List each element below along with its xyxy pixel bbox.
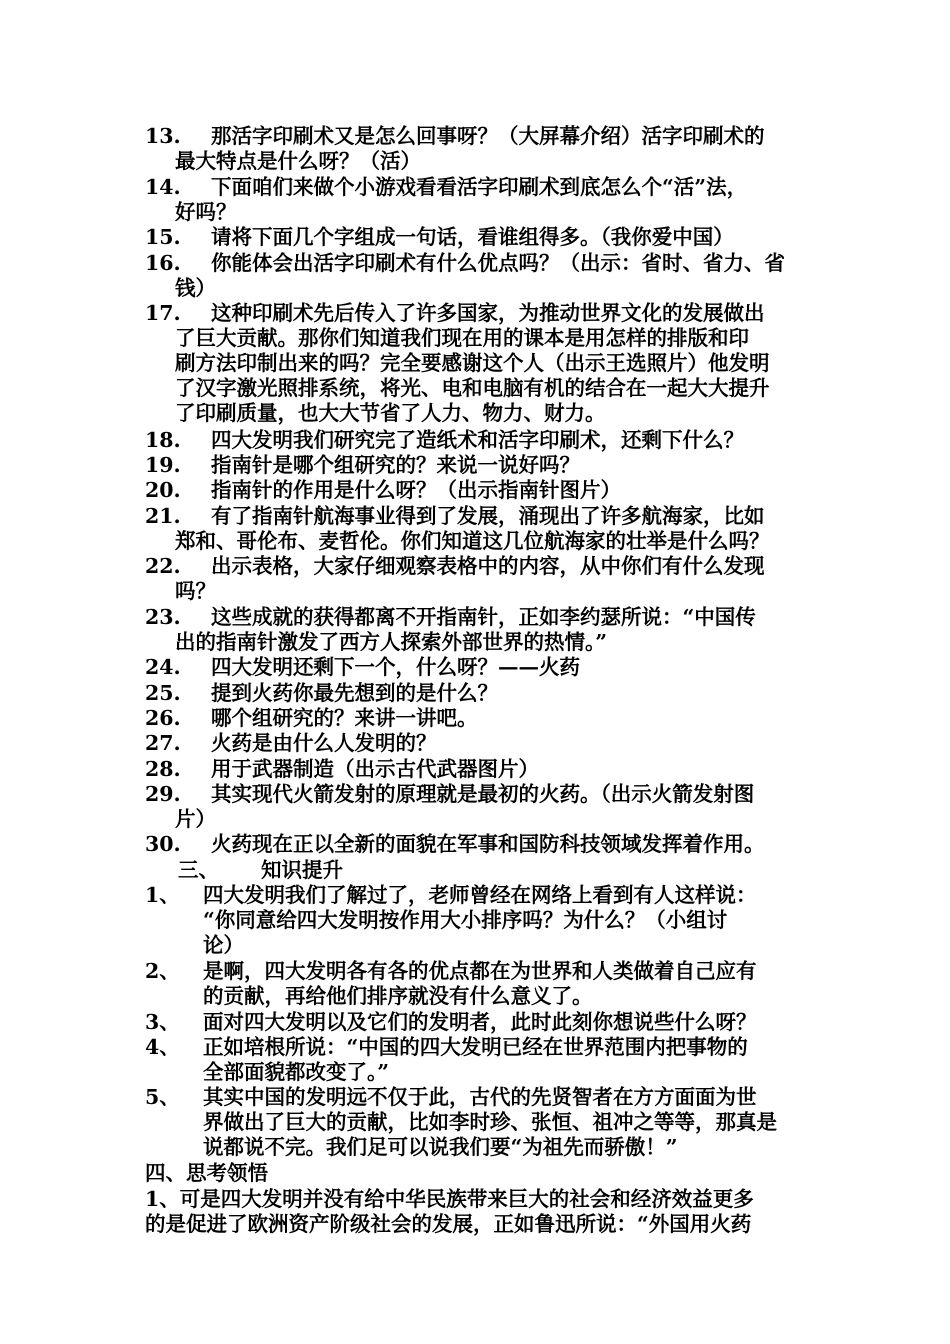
list-item (145, 301, 810, 426)
list-item-number: 2、 (145, 958, 180, 983)
list-item-line: 下面咱们来做个小游戏看看活字印刷术到底怎么个“活”法， (211, 174, 748, 199)
list-item (145, 605, 810, 655)
list-item-line: 刷方法印制出来的吗？完全要感谢这个人（出示王选照片）他发明 (175, 351, 770, 376)
list-item-line: 这种印刷术先后传入了许多国家，为推动世界文化的发展做出 (211, 301, 765, 326)
list-item-line: 说都说不完。我们足可以说我们要“为祖先而骄傲！” (203, 1135, 678, 1160)
list-item (145, 1085, 810, 1160)
list-item-number: 19. (145, 452, 181, 477)
list-item-line: 四大发明还剩下一个，什么呀？——火药 (211, 655, 580, 680)
list-item (145, 782, 810, 832)
list-item (145, 681, 810, 706)
list-item-line: 面对四大发明以及它们的发明者，此时此刻你想说些什么呀？ (203, 1009, 757, 1034)
list-item-line: 最大特点是什么呀？（活） (175, 149, 421, 173)
list-item-number: 23. (145, 604, 181, 629)
list-item-number: 1、 (145, 883, 180, 907)
list-item-line: 了巨大贡献。那你们知道我们现在用的课本是用怎样的排版和印 (175, 326, 749, 351)
list-item-number: 5、 (145, 1085, 180, 1110)
list-item (145, 1010, 810, 1035)
list-item-line: 出的指南针激发了西方人探索外部世界的热情。” (175, 629, 608, 654)
list-item-number: 3、 (145, 1009, 180, 1034)
list-item-number: 17. (145, 301, 181, 326)
list-item-line: 全部面貌都改变了。” (203, 1059, 390, 1084)
list-item-number: 29. (145, 781, 181, 806)
section-title: 知识提升 (261, 857, 343, 882)
list-item (145, 251, 810, 301)
list-item-line: 你能体会出活字印刷术有什么优点吗？（出示：省时、省力、省 (211, 250, 785, 275)
list-item (145, 124, 810, 174)
list-item-number: 16. (145, 250, 181, 275)
list-item (145, 731, 810, 756)
list-item-number: 26. (145, 705, 181, 730)
list-item-line: 四大发明我们了解过了，老师曾经在网络上看到有人这样说： (203, 883, 757, 907)
list-item-line: 提到火药你最先想到的是什么？ (211, 680, 498, 705)
list-item-line: 了汉字激光照排系统，将光、电和电脑有机的结合在一起大大提升 (175, 376, 770, 401)
list-item (145, 706, 810, 731)
section-number: 三、 (178, 857, 219, 882)
list-item-line: 指南针的作用是什么呀？（出示指南针图片） (211, 478, 621, 503)
list-item-line: 吗？ (175, 579, 216, 604)
list-item-line: 出示表格，大家仔细观察表格中的内容，从中你们有什么发现 (211, 554, 765, 579)
section-heading: 四、思考领悟 (145, 1161, 268, 1186)
list-item-line: 四大发明我们研究完了造纸术和活字印刷术，还剩下什么？ (211, 427, 744, 452)
list-item-line: 郑和、哥伦布、麦哲伦。你们知道这几位航海家的壮举是什么吗？ (175, 528, 770, 553)
list-item-number: 20. (145, 478, 181, 503)
list-item-number: 30. (145, 832, 181, 857)
list-item-number: 14. (145, 174, 181, 199)
list-item-number: 4、 (145, 1034, 180, 1059)
list-item-number: 25. (145, 680, 181, 705)
paragraph-line: 1、可是四大发明并没有给中华民族带来巨大的社会和经济效益更多 (145, 1186, 754, 1211)
list-item-line: 界做出了巨大的贡献，比如李时珍、张恒、祖冲之等等，那真是 (203, 1110, 777, 1135)
list-item-number: 18. (145, 427, 181, 452)
list-item (145, 504, 810, 554)
list-item-line: 哪个组研究的？来讲一讲吧。 (211, 705, 478, 730)
list-item-line: 那活字印刷术又是怎么回事呀？（大屏幕介绍）活字印刷术的 (211, 124, 765, 148)
list-item-line: 指南针是哪个组研究的？来说一说好吗？ (211, 452, 580, 477)
list-item (145, 883, 810, 958)
list-item-line: 用于武器制造（出示古代武器图片） (211, 756, 539, 781)
list-item-number: 22. (145, 554, 181, 579)
list-item-line: 其实中国的发明远不仅于此，古代的先贤智者在方方面面为世 (203, 1085, 757, 1110)
section-heading (178, 858, 343, 883)
list-item (145, 453, 810, 478)
list-item (145, 655, 810, 680)
list-item-line: 火药现在正以全新的面貌在军事和国防科技领域发挥着作用。 (211, 832, 765, 857)
list-item-line: 正如培根所说：“中国的四大发明已经在世界范围内把事物的 (203, 1034, 748, 1059)
list-item-line: “你同意给四大发明按作用大小排序吗？为什么？（小组讨 (203, 908, 728, 932)
list-item-line: 了印刷质量，也大大节省了人力、物力、财力。 (175, 401, 606, 426)
list-item (145, 175, 810, 225)
list-item (145, 832, 810, 857)
list-item (145, 757, 810, 782)
list-item-line: 是啊，四大发明各有各的优点都在为世界和人类做着自己应有 (203, 958, 757, 983)
list-item-number: 24. (145, 655, 181, 680)
list-item (145, 478, 810, 503)
list-item-number: 27. (145, 731, 181, 756)
list-item (145, 959, 810, 1009)
list-item-line: 论） (203, 933, 244, 957)
list-item-line: 的贡献，再给他们排序就没有什么意义了。 (203, 983, 593, 1008)
list-item (145, 428, 810, 453)
list-item-line: 片） (175, 806, 216, 831)
list-item (145, 1035, 810, 1085)
list-item-number: 21. (145, 503, 181, 528)
list-item-line: 请将下面几个字组成一句话，看谁组得多。（我你爱中国） (211, 225, 734, 250)
list-item-number: 28. (145, 756, 181, 781)
list-item-line: 钱） (175, 275, 216, 300)
list-item-line: 有了指南针航海事业得到了发展，涌现出了许多航海家，比如 (211, 503, 765, 528)
paragraph (145, 1187, 810, 1237)
list-item (145, 554, 810, 604)
paragraph-line: 的是促进了欧洲资产阶级社会的发展，正如鲁迅所说：“外国用火药 (145, 1211, 752, 1236)
list-item-line: 其实现代火箭发射的原理就是最初的火药。（出示火箭发射图 (211, 781, 755, 806)
list-item-line: 好吗？ (175, 199, 237, 224)
list-item-line: 火药是由什么人发明的？ (211, 731, 437, 756)
list-item-number: 15. (145, 225, 181, 250)
list-item-number: 13. (145, 124, 181, 148)
list-item-line: 这些成就的获得都离不开指南针，正如李约瑟所说：“中国传 (211, 604, 756, 629)
list-item (145, 225, 810, 250)
